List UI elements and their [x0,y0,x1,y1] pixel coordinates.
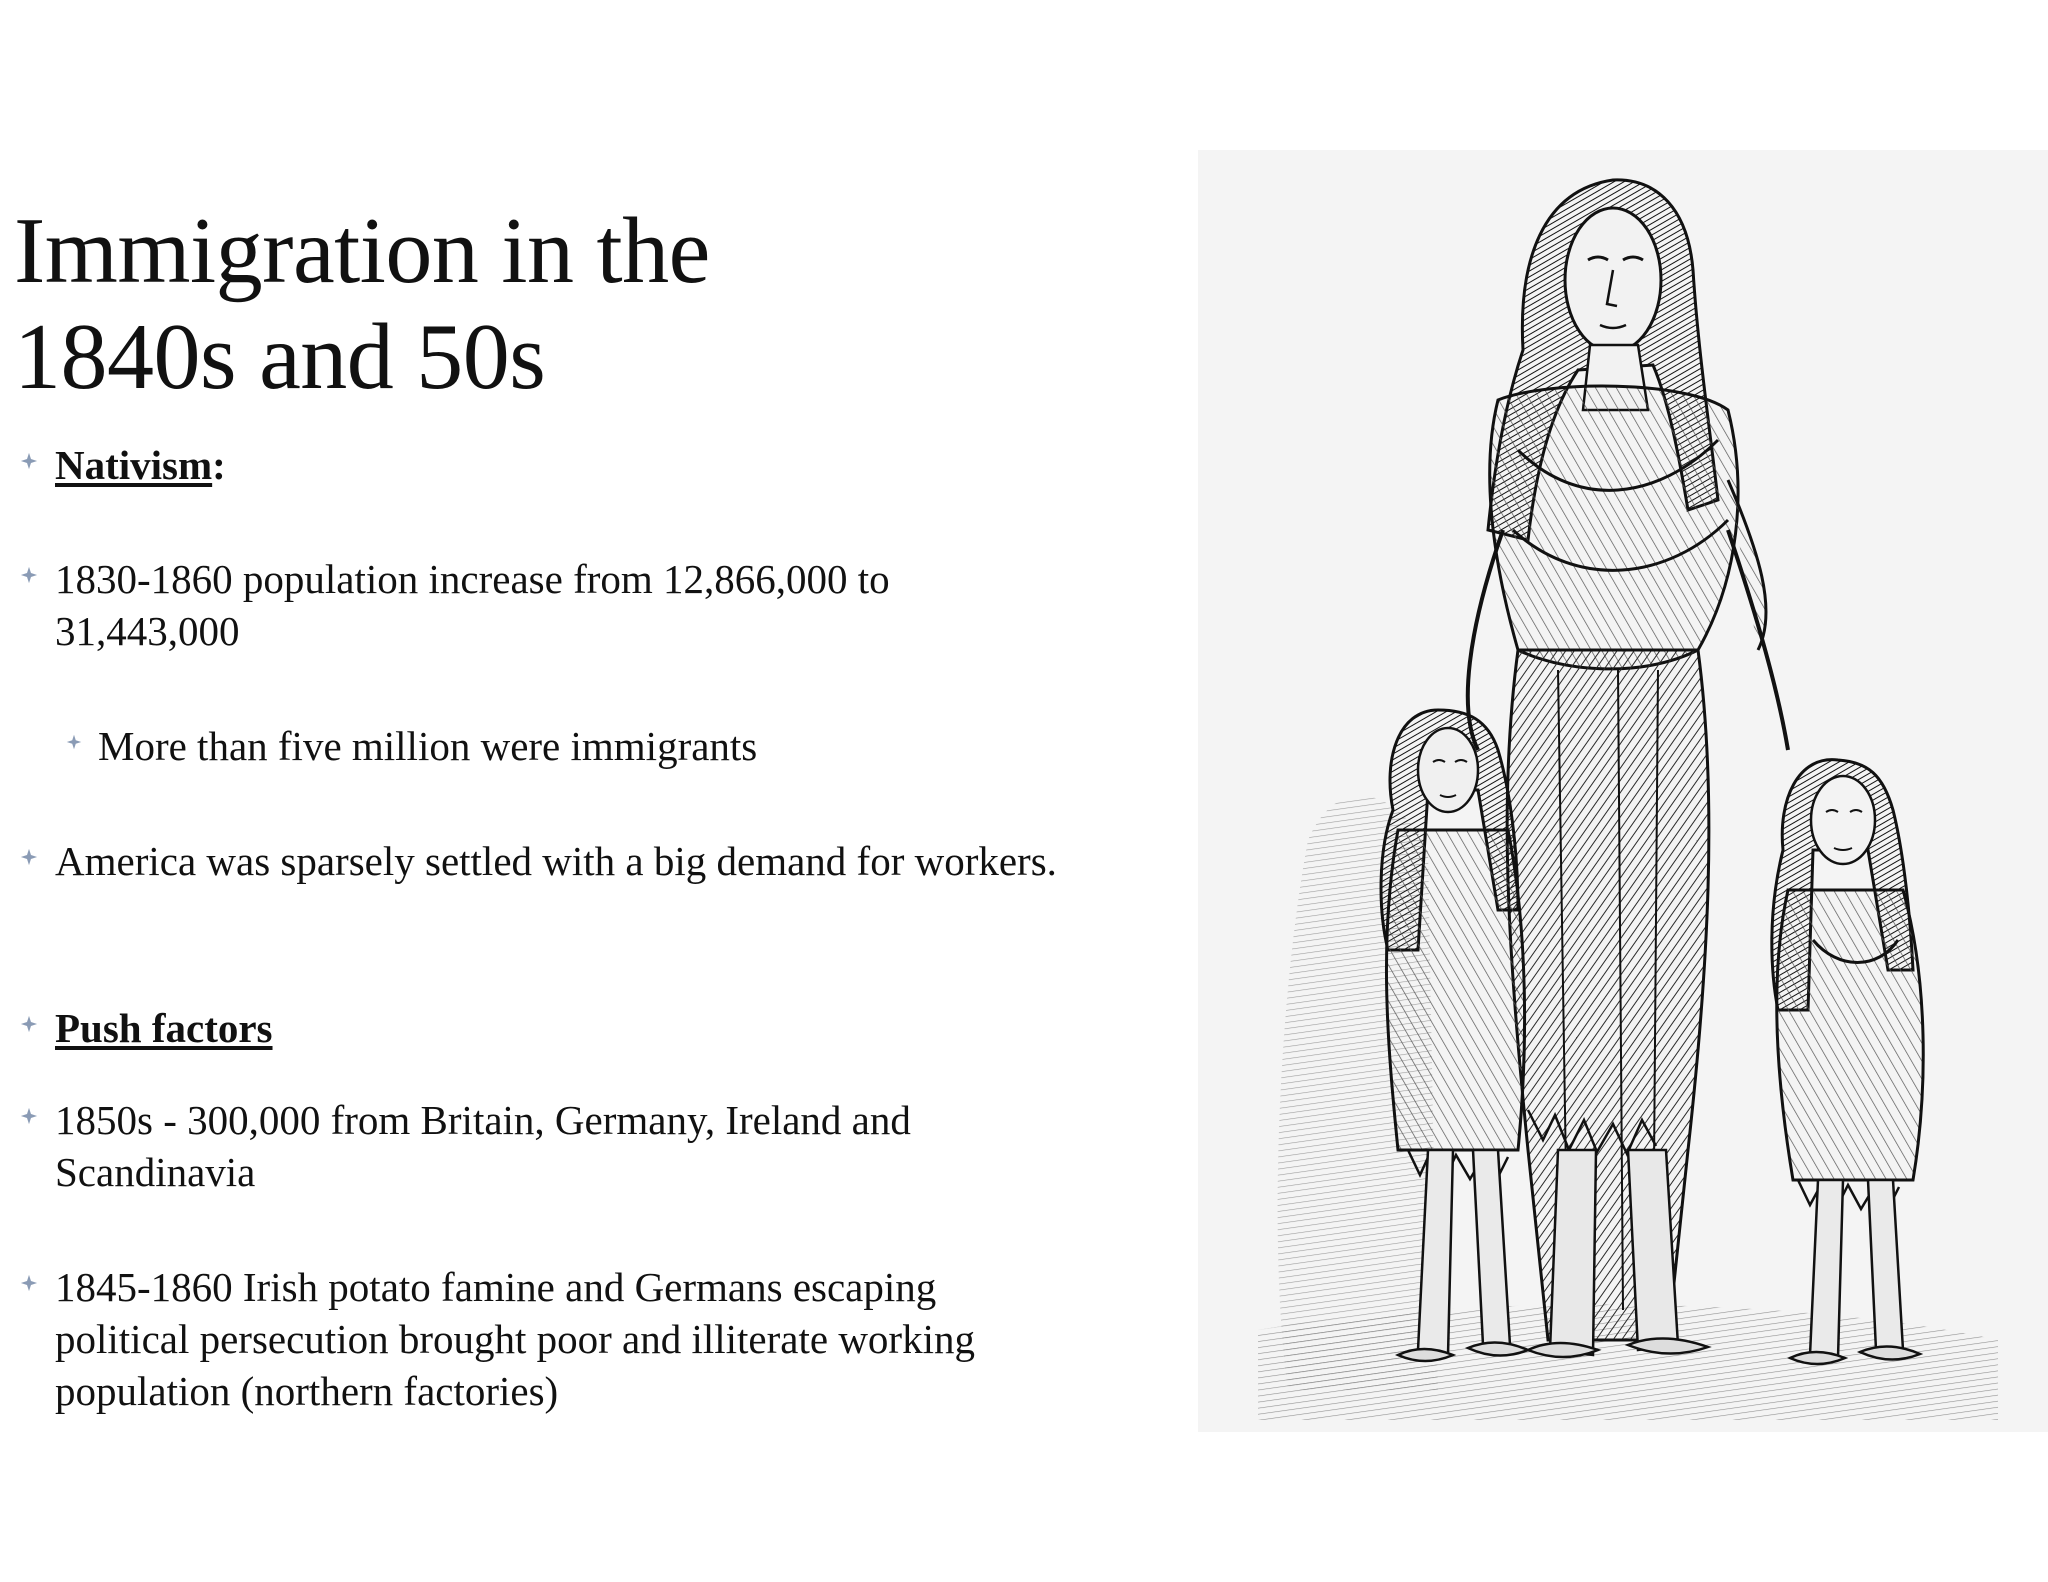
title-line-1: Immigration in the [14,199,710,303]
bullet-star-icon [20,1107,38,1125]
population-text: 1830-1860 population increase from 12,866,000 to 31,443,000 [55,556,890,654]
america-text: America was sparsely settled with a big demand for workers. [55,838,1057,884]
bullet-population [55,553,1055,657]
immigrants-text: More than five million were immigrants [98,723,758,769]
bullet-push-factors [55,1002,273,1054]
1850s-text: 1850s - 300,000 from Britain, Germany, Ireland and Scandinavia [55,1097,911,1195]
title-line-2: 1840s and 50s [14,305,546,409]
bullet-1850s [55,1094,1065,1198]
famine-family-engraving-icon [1198,150,2048,1432]
sub-bullet-immigrants [98,720,1098,772]
bullet-nativism [55,439,226,491]
push-factors-label: Push factors [55,1005,273,1051]
famine-text: 1845-1860 Irish potato famine and Germans escaping political persecution brought poor and illiterate working population (northern factories) [55,1264,975,1414]
nativism-label: Nativism [55,442,213,488]
bullet-star-icon [20,566,38,584]
bullet-star-icon [20,452,38,470]
bullet-america [55,835,1065,887]
bullet-star-icon [20,848,38,866]
bullet-star-icon [20,1015,38,1033]
bullet-star-icon [20,1274,38,1292]
bullet-star-icon [66,734,82,750]
bullet-famine [55,1261,1065,1417]
nativism-colon: : [212,442,226,488]
